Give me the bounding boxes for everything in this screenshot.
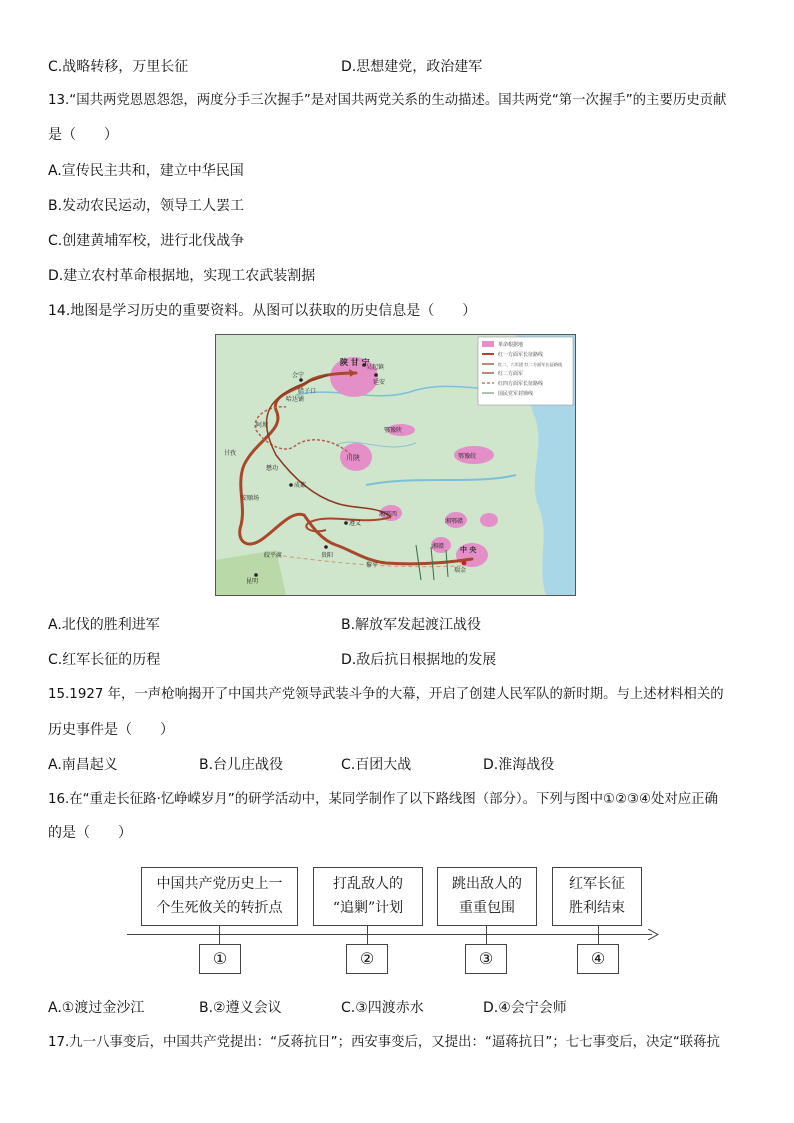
q16-stem-line2: 的是（ ） — [48, 825, 132, 841]
city-dot-guiyang — [324, 545, 328, 549]
q16-option-a: A.①渡过金沙江 — [48, 1000, 145, 1016]
q16-option-b: B.②遵义会议 — [199, 1000, 282, 1016]
legend-item-fourth-army: 红四方面军长征路线 — [498, 381, 544, 387]
timeline-number-2: ② — [346, 944, 388, 974]
timeline-box-4-line1: 红军长征 — [569, 876, 625, 892]
timeline-connector-4 — [598, 926, 599, 944]
label-xiangan: 湘赣 — [432, 543, 445, 550]
timeline-box-4-line2: 胜利结束 — [569, 900, 625, 916]
timeline-number-4: ④ — [577, 944, 619, 974]
label-kunming: 昆明 — [246, 578, 259, 585]
q12-option-c: C.战略转移，万里长征 — [48, 59, 189, 75]
q16-option-c: C.③四渡赤水 — [341, 1000, 424, 1016]
q15-stem-line2: 历史事件是（ ） — [48, 722, 174, 738]
timeline-box-1 — [141, 867, 298, 926]
label-eyuwan: 鄂豫皖 — [458, 453, 477, 460]
timeline-connector-3 — [486, 926, 487, 944]
label-xianggan: 湘鄂赣 — [445, 518, 464, 525]
city-dot-zunyi — [344, 521, 348, 525]
label-hadapu: 哈达铺 — [286, 396, 305, 403]
label-chuanshan: 川陕 — [346, 454, 360, 462]
label-huining: 会宁 — [292, 372, 305, 379]
q13-stem-line2: 是（ ） — [48, 127, 118, 143]
label-jiaopingdu: 皎平渡 — [264, 552, 283, 559]
label-liping: 黎平 — [366, 562, 379, 569]
base-minzhegan — [480, 513, 498, 527]
timeline-arrow-icon — [648, 929, 660, 940]
q17-stem-line1: 17.九一八事变后，中国共产党提出：“反蒋抗日”；西安事变后，又提出：“逼蒋抗日”；七七事变后，决定“联蒋抗 — [48, 1035, 720, 1050]
q15-stem-line1: 15.1927 年，一声枪响揭开了中国共产党领导武装斗争的大幕，开启了创建人民军队的新时期。与上述材料相关的 — [48, 687, 724, 702]
label-shaanganning: 陕 甘 宁 — [340, 358, 370, 367]
legend-item-second-army: 红二方面军 — [498, 371, 524, 377]
timeline-number-3: ③ — [465, 944, 507, 974]
q15-option-d: D.淮海战役 — [483, 757, 555, 773]
q13-option-d: D.建立农村革命根据地，实现工农武装割据 — [48, 268, 316, 284]
label-chengdu: 成都 — [294, 482, 307, 489]
legend-swatch-base — [482, 341, 494, 347]
timeline-box-3-line2: 重重包围 — [459, 900, 515, 916]
label-ganzi: 甘孜 — [224, 450, 237, 457]
map-svg — [216, 335, 575, 595]
timeline-number-1: ① — [199, 944, 241, 974]
timeline-box-2-line2: “追剿”计划 — [332, 900, 404, 916]
timeline-box-1-line1: 中国共产党历史上一 — [156, 876, 283, 892]
q14-option-c: C.红军长征的历程 — [48, 652, 161, 668]
label-aba: 阿坝 — [256, 422, 269, 429]
q14-option-a: A.北伐的胜利进军 — [48, 617, 160, 633]
legend-item-base: 革命根据地 — [498, 342, 524, 348]
q13-option-b: B.发动农民运动，领导工人罢工 — [48, 198, 245, 214]
city-dot-chengdu — [289, 483, 293, 487]
map-legend — [478, 337, 573, 405]
q12-option-d: D.思想建党，政治建军 — [341, 59, 483, 75]
timeline-box-4 — [552, 867, 642, 926]
label-ruijin: 瑞金 — [454, 567, 467, 574]
timeline-box-2 — [313, 867, 423, 926]
q13-option-c: C.创建黄埔军校，进行北伐战争 — [48, 233, 245, 249]
q14-option-b: B.解放军发起渡江战役 — [341, 617, 482, 633]
q14-option-d: D.敌后抗日根据地的发展 — [341, 652, 497, 668]
yangtze-river — [366, 475, 516, 485]
label-laji: 腊子口 — [298, 388, 317, 395]
timeline-box-3 — [437, 867, 537, 926]
label-xiangexi: 湘鄂西 — [379, 511, 398, 518]
timeline-connector-1 — [219, 926, 220, 944]
timeline-axis — [127, 934, 652, 935]
timeline-box-1-line2: 个生死攸关的转折点 — [156, 900, 283, 916]
route-fourth-army — [255, 407, 351, 455]
label-maogong: 懋功 — [266, 465, 279, 472]
timeline-box-2-line1: 打乱敌人的 — [333, 876, 403, 892]
q16-stem-line1: 16.在“重走长征路·忆峥嵘岁月”的研学活动中，某同学制作了以下路线图（部分）。下列与图中①②③④处对应正确 — [48, 792, 718, 807]
legend-item-blockade: 国民党军封锁线 — [498, 391, 534, 397]
q16-option-d: D.④会宁会师 — [483, 1000, 567, 1016]
label-ejiang: 鄂豫陕 — [384, 427, 403, 434]
label-zunyi: 遵义 — [349, 520, 362, 527]
q15-option-c: C.百团大战 — [341, 757, 412, 773]
city-dot-yanan — [374, 373, 378, 377]
city-dot-ruijin — [462, 561, 467, 566]
q15-option-b: B.台儿庄战役 — [199, 757, 284, 773]
timeline-box-3-line1: 跳出敌人的 — [452, 876, 522, 892]
label-guiyang: 贵阳 — [321, 552, 334, 559]
long-march-map — [215, 334, 576, 596]
legend-item-first-army: 红一方面军长征路线 — [498, 352, 544, 358]
label-zhongyang: 中 央 — [460, 546, 477, 554]
city-dot-kunming — [254, 573, 258, 577]
q13-option-a: A.宣传民主共和，建立中华民国 — [48, 163, 244, 179]
q15-option-a: A.南昌起义 — [48, 757, 118, 773]
label-wuqizhen: 吴起镇 — [366, 364, 385, 371]
label-anshunchang: 安顺场 — [241, 495, 260, 502]
label-yanan: 延安 — [373, 379, 386, 386]
q13-stem-line1: 13.“国共两党恩恩怨怨，两度分手三次握手”是对国共两党关系的生动描述。国共两党“第一次握手”的主要历史贡献 — [48, 93, 727, 108]
legend-item-second-sixth: 红二、六军团 红二方面军长征路线 — [498, 362, 563, 367]
timeline-connector-2 — [367, 926, 368, 944]
q14-stem: 14.地图是学习历史的重要资料。从图可以获取的历史信息是（ ） — [48, 303, 477, 319]
